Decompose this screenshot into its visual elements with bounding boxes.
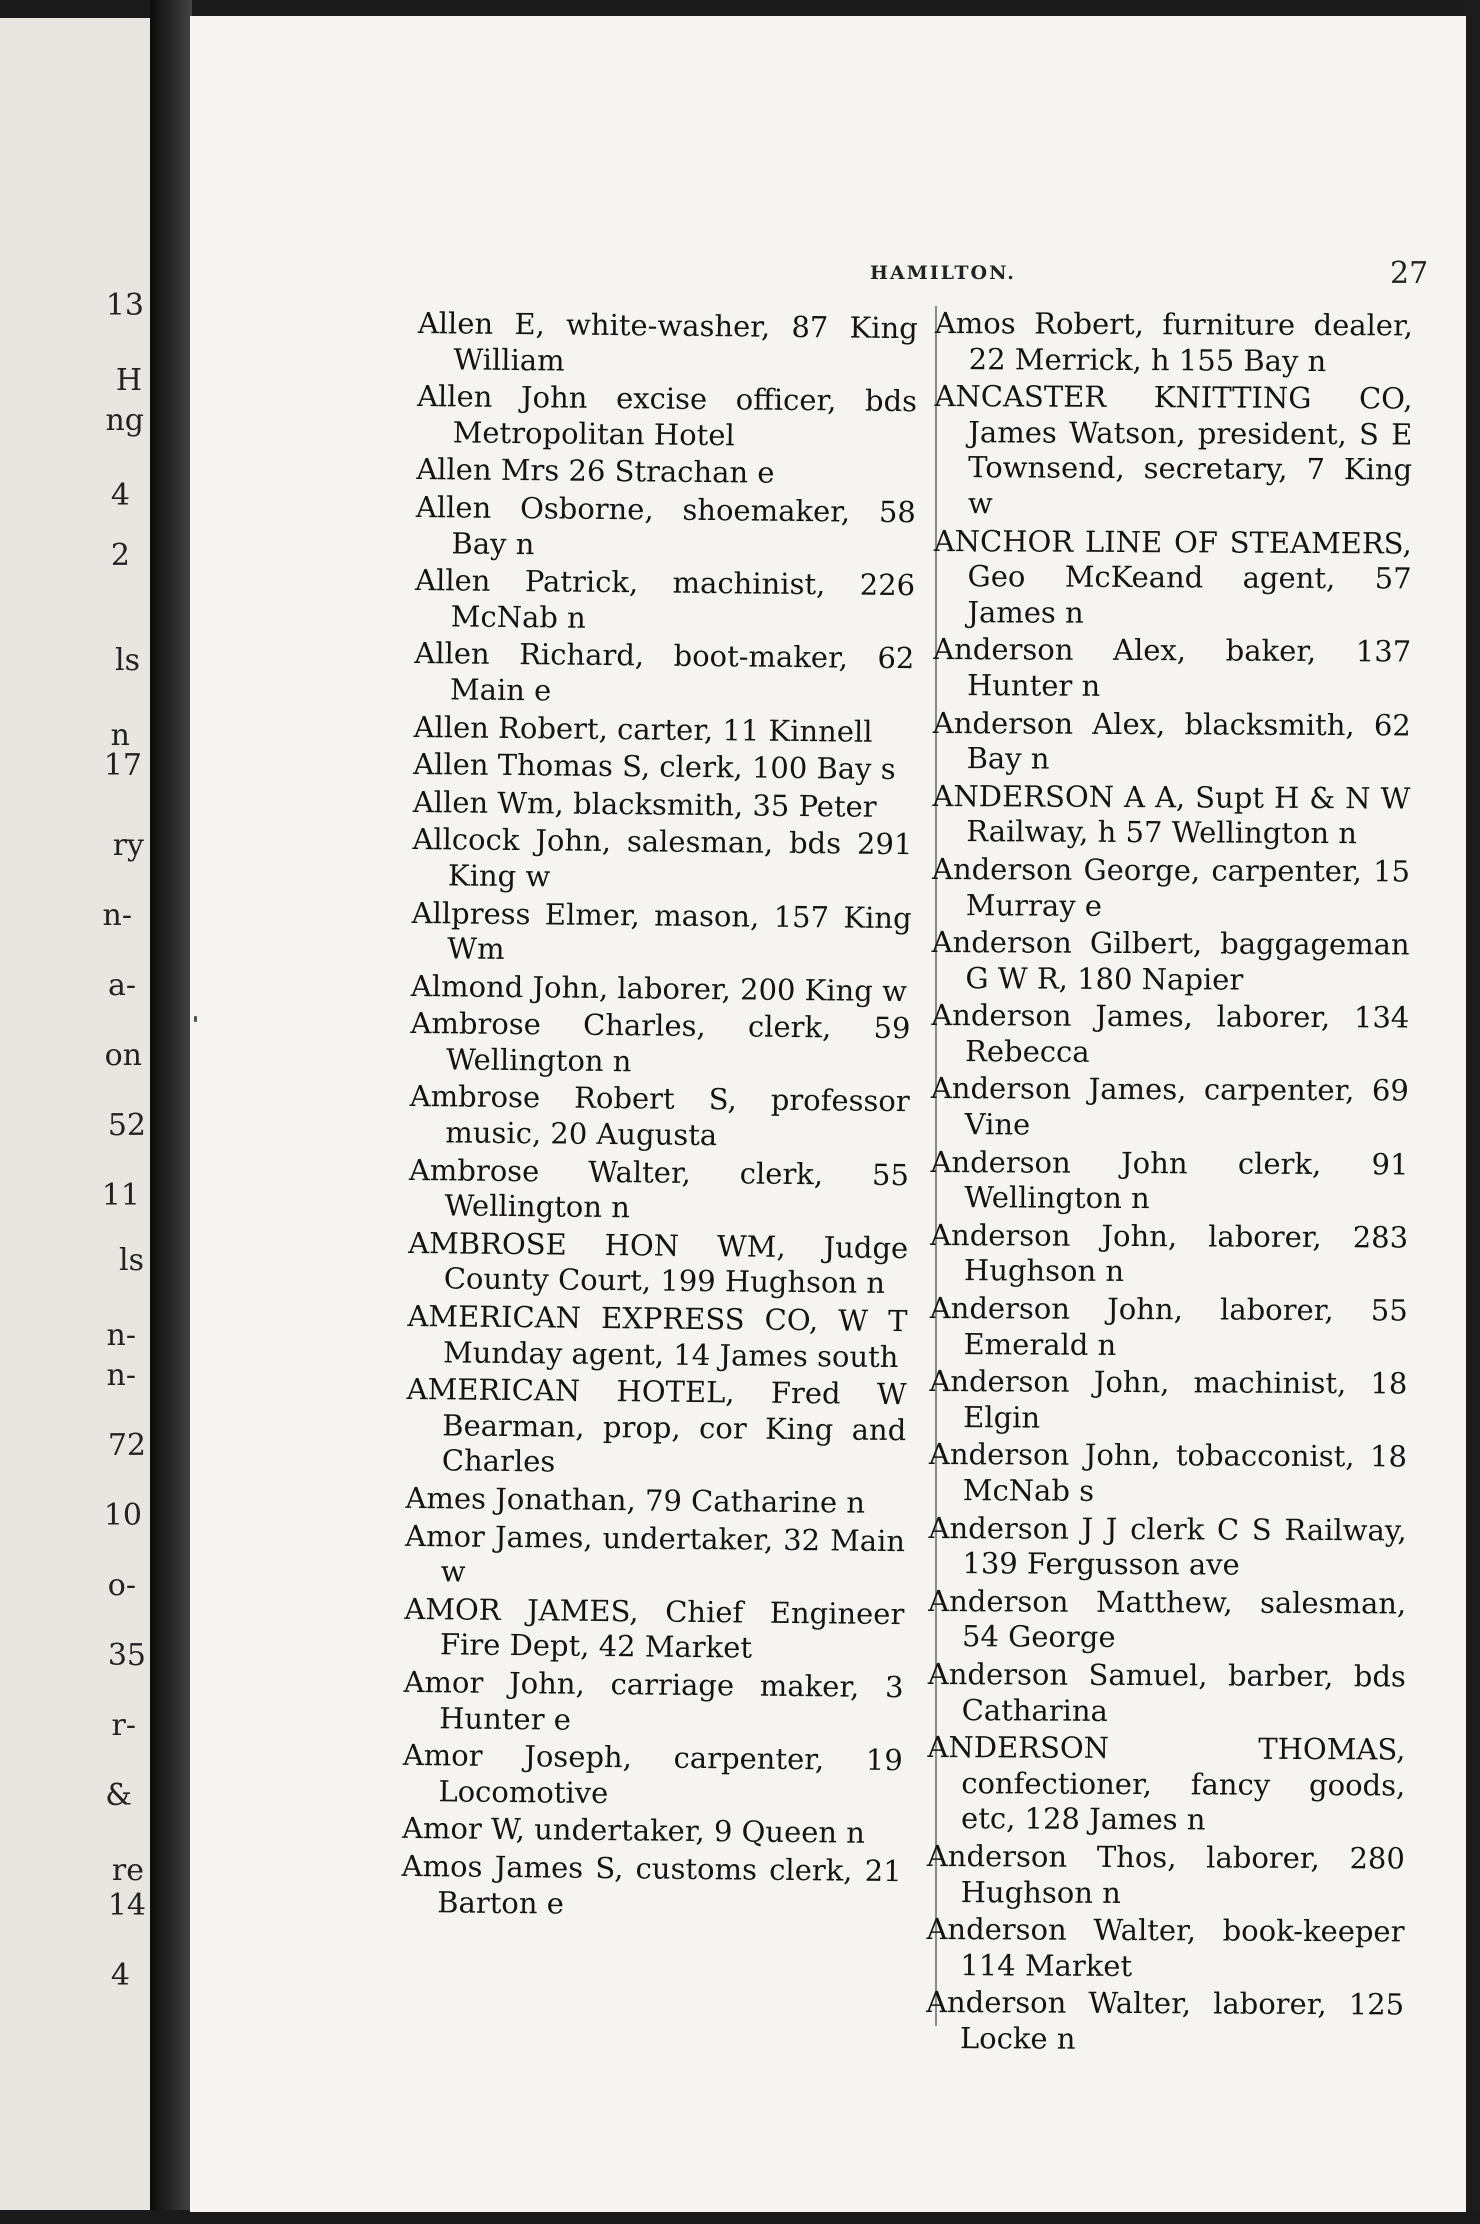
directory-entry: Anderson John, laborer, 283 Hughson n [930, 1217, 1409, 1289]
directory-entry: Ambrose Charles, clerk, 59 Wellington n [410, 1006, 911, 1079]
directory-entry: ANDERSON A A, Supt H & N W Railway, h 57 Wellington n [932, 778, 1411, 851]
left-column [401, 306, 918, 1927]
directory-entry: AMERICAN HOTEL, Fred W Bearman, prop, cor King and Charles [406, 1372, 907, 1479]
directory-entry: ANCASTER KNITTING CO, James Watson, president, S E Townsend, secretary, 7 King w [934, 379, 1413, 521]
directory-entry: Anderson James, carpenter, 69 Vine [930, 1071, 1409, 1142]
directory-entry: Anderson Alex, blacksmith, 62 Bay n [932, 705, 1411, 776]
facing-page-fragment: 35 [107, 1638, 146, 1673]
facing-page-fragment: 52 [107, 1108, 146, 1143]
directory-entry: Amos James S, customs clerk, 21 Barton e [401, 1848, 902, 1921]
directory-entry: Allen Robert, carter, 11 Kinnell [413, 709, 873, 749]
facing-page-fragment: 2 [110, 538, 130, 573]
directory-entry: Allpress Elmer, mason, 157 King Wm [411, 895, 912, 967]
directory-entry: Amor W, undertaker, 9 Queen n [401, 1811, 866, 1851]
directory-entry: Ambrose Robert S, professor music, 20 Augusta [409, 1079, 910, 1153]
facing-page-fragment: n [110, 718, 130, 753]
facing-page-fragment: H [115, 363, 142, 398]
directory-entry: Anderson Walter, laborer, 125 Locke n [926, 1985, 1405, 2056]
facing-page-fragment: on [104, 1038, 142, 1073]
directory-entry: Allen Thomas S, clerk, 100 Bay s [413, 747, 896, 787]
directory-page [190, 16, 1466, 2212]
facing-page-fragment: ls [115, 643, 140, 678]
directory-entry: Almond John, laborer, 200 King w [410, 968, 908, 1008]
directory-entry: Anderson James, laborer, 134 Rebecca [931, 998, 1410, 1069]
scanner-frame-bottom [0, 2210, 1480, 2224]
directory-entry: Amor James, undertaker, 32 Main w [404, 1518, 906, 1589]
directory-entry: ANCHOR LINE OF STEAMERS, Geo McKeand agent, 57 James n [933, 523, 1412, 630]
directory-entry: Allen Osborne, shoemaker, 58 Bay n [415, 489, 917, 561]
facing-page-fragment: 4 [110, 478, 130, 513]
scanner-frame-right [1464, 0, 1480, 2224]
facing-page-fragment: 11 [101, 1178, 140, 1213]
facing-page-edge [0, 18, 150, 2210]
directory-entry: Amor Joseph, carpenter, 19 Locomotive [402, 1738, 903, 1810]
directory-entry: Ambrose Walter, clerk, 55 Wellington n [408, 1152, 910, 1225]
facing-page-fragment: 17 [103, 748, 142, 783]
directory-entry: Anderson J J clerk C S Railway, 139 Fergusson ave [928, 1510, 1407, 1582]
directory-entry: Allen Wm, blacksmith, 35 Peter [412, 784, 877, 824]
directory-entry: Anderson Samuel, barber, bds Catharina [927, 1656, 1406, 1728]
facing-page-fragment: r- [111, 1708, 136, 1743]
directory-entry: Amor John, carriage maker, 3 Hunter e [403, 1664, 904, 1737]
directory-entry: Anderson John clerk, 91 Wellington n [930, 1144, 1409, 1216]
directory-entry: AMOR JAMES, Chief Engineer Fire Dept, 42 Market [404, 1591, 905, 1665]
facing-page-fragment: ry [112, 828, 144, 863]
directory-entry: Anderson Walter, book-keeper 114 Market [926, 1912, 1405, 1983]
directory-entry: Allen John excise officer, bds Metropolitan Hotel [416, 379, 918, 453]
directory-entry: Anderson Thos, laborer, 280 Hughson n [926, 1838, 1405, 1910]
facing-page-fragment: o- [107, 1568, 136, 1603]
directory-entry: Allcock John, salesman, bds 291 King w [412, 822, 913, 894]
facing-page-fragment: a- [107, 968, 136, 1003]
directory-entry: Anderson John, machinist, 18 Elgin [929, 1364, 1408, 1435]
facing-page-fragment: 10 [103, 1498, 142, 1533]
directory-entry: Allen Patrick, machinist, 226 McNab n [414, 563, 916, 635]
directory-entry: Ames Jonathan, 79 Catharine n [405, 1480, 866, 1520]
directory-entry: AMERICAN EXPRESS CO, W T Munday agent, 14 James south [407, 1298, 908, 1374]
facing-page-fragment: n- [106, 1358, 136, 1393]
directory-entry: ANDERSON THOMAS, confectioner, fancy goods, etc, 128 James n [927, 1730, 1406, 1837]
facing-page-fragment: 4 [110, 1958, 130, 1993]
directory-entry: Anderson John, laborer, 55 Emerald n [929, 1291, 1408, 1362]
facing-page-fragment: 13 [105, 288, 144, 323]
directory-entry: Allen Mrs 26 Strachan e [416, 452, 775, 491]
directory-entry: Anderson Gilbert, baggageman G W R, 180 Napier [931, 925, 1410, 997]
page-number: 27 [1390, 256, 1429, 291]
directory-entry: Anderson Matthew, salesman, 54 George [928, 1583, 1407, 1655]
directory-entry: Anderson George, carpenter, 15 Murray e [931, 851, 1411, 923]
facing-page-fragment: re [111, 1853, 144, 1888]
running-head: HAMILTON. [870, 262, 1016, 284]
facing-page-fragment: 14 [107, 1888, 146, 1923]
facing-page-fragment: 72 [107, 1428, 146, 1463]
directory-entry: Anderson John, tobacconist, 18 McNab s [928, 1437, 1408, 1508]
facing-page-fragment: & [105, 1778, 132, 1813]
facing-page-fragment: n- [106, 1318, 136, 1353]
facing-page-fragment: ng [105, 403, 144, 438]
scan-speck [194, 1016, 197, 1022]
page-gutter [150, 0, 192, 2224]
directory-entry: Allen Richard, boot-maker, 62 Main e [414, 636, 915, 708]
directory-entry: Allen E, white-washer, 87 King William [417, 306, 918, 378]
facing-page-fragment: n- [102, 898, 132, 933]
facing-page-fragment: ls [119, 1243, 144, 1278]
right-column [926, 306, 1413, 2061]
directory-entry: Anderson Alex, baker, 137 Hunter n [933, 632, 1412, 703]
directory-entry: Amos Robert, furniture dealer, 22 Merrick, h 155 Bay n [934, 306, 1413, 378]
directory-entry: AMBROSE HON WM, Judge County Court, 199 Hughson n [408, 1225, 909, 1301]
